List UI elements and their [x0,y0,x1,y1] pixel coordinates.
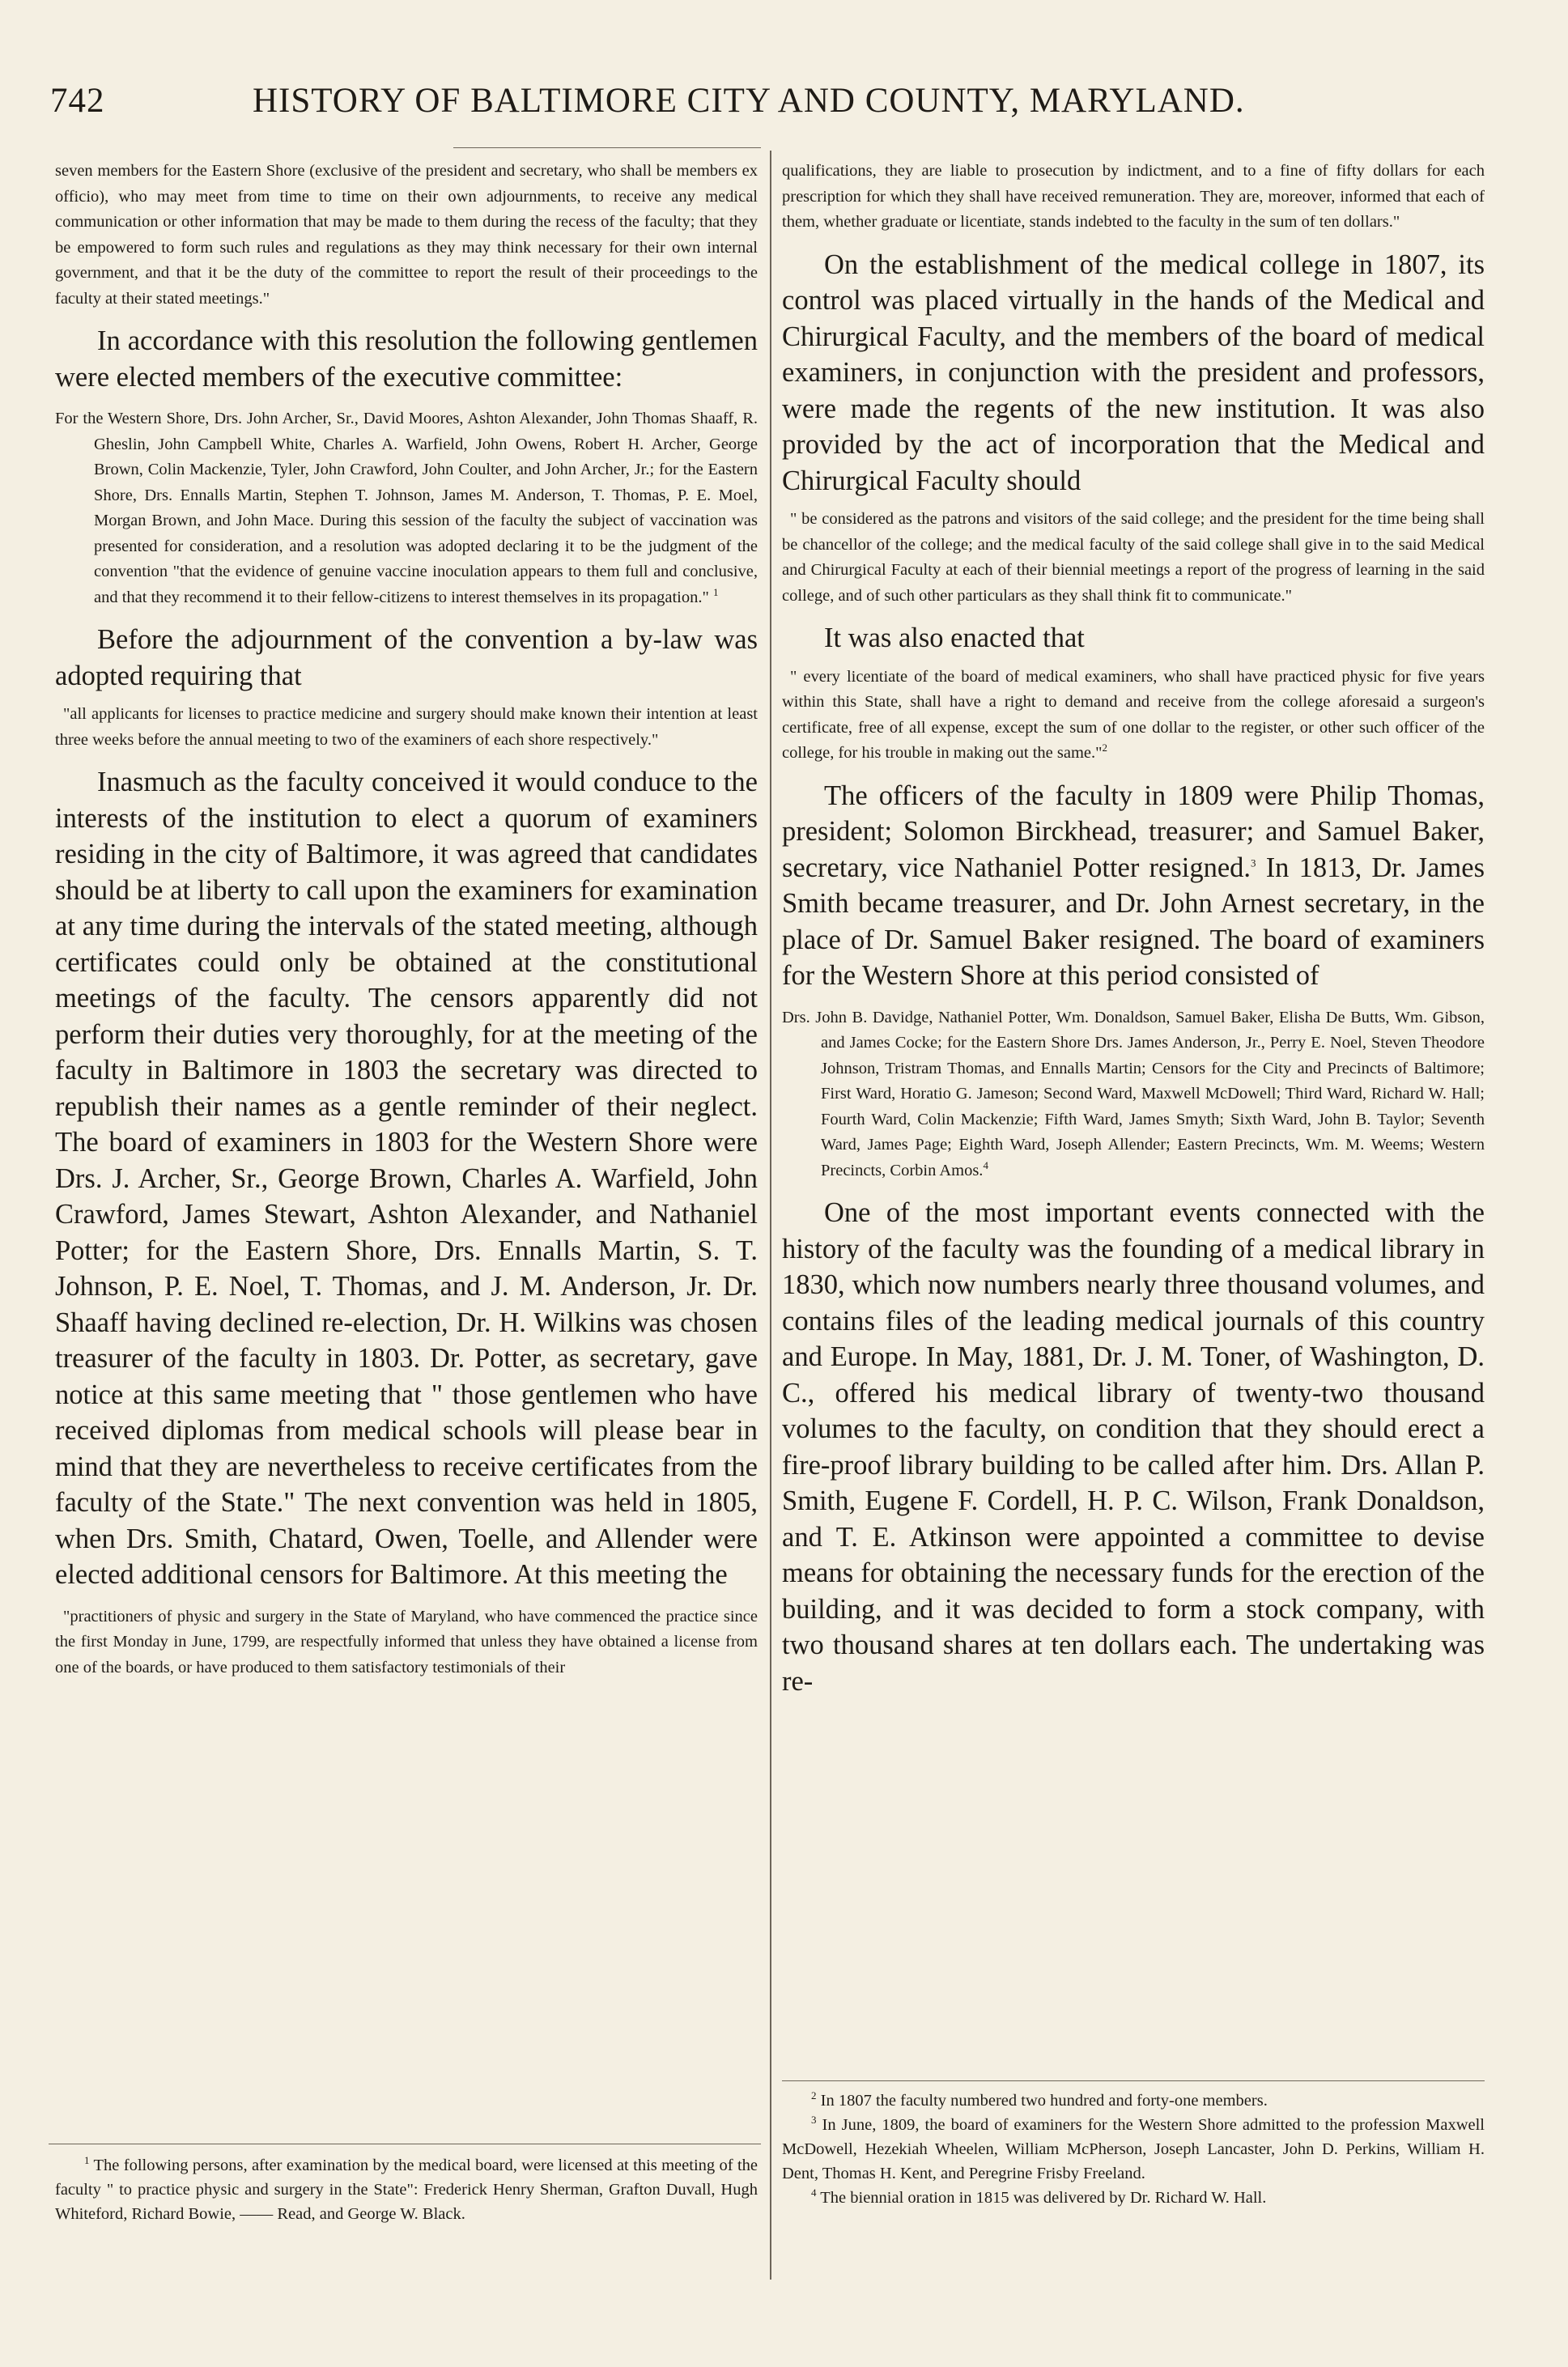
left-footnotes [55,2153,758,2226]
footnote-1 [55,2153,758,2226]
right-paragraph-officers [782,778,1485,994]
footnote-4 [782,2186,1485,2210]
footnote-4-mark: 4 [811,2186,817,2199]
left-practitioners-quote: "practitioners of physic and surgery in the State of Maryland, who have commenced the practice since the first Monday in June, 1799, are respectfully informed that unless they have obtained a license from one of the boards, or have produced to them satisfactory testimonials of their [55,1607,758,1676]
footnote-2-mark: 2 [811,2089,817,2102]
footnote-1-text: The following persons, after examination by the medical board, were licensed at this meeting of the faculty " to practice physic and surgery in the State": Frederick Henry Sherman, Grafton Duvall, Hugh Whiteford, Richard Bowie, —— Read, and George W. Black. [55,2157,758,2223]
right-paragraph-library: One of the most important events connected with the history of the faculty was the founding of a medical library in 1830, which now numbers nearly three thousand volumes, and contains files of the leading medical journals of this country and Europe. In May, 1881, Dr. J. M. Toner, of Washington, D. C., offered his medical library of twenty-two thousand volumes to the faculty, on condition that they should erect a fire-proof library building to be called after him. Drs. Allan P. Smith, Eugene F. Cordell, H. P. C. Wilson, Frank Donaldson, and T. E. Atkinson were appointed a committee to devise means for obtaining the necessary funds for the erection of the building, and it was decided to form a stock company, with two thousand shares at ten dollars each. The undertaking was re- [782,1197,1485,1697]
right-paragraph-college: On the establishment of the medical college in 1807, its control was placed virtually in the hands of the Medical and Chirurgical Faculty, and the members of the board of medical examiners, in conjunction with the president and professors, were made the regents of the new institution. It was also provided by the act of incorporation that the Medical and Chirurgical Faculty should [782,249,1485,496]
footnote-ref-4: 4 [983,1158,988,1171]
left-committee-list-text: For the Western Shore, Drs. John Archer, Sr., David Moores, Ashton Alexander, John Thomas Shaaff, R. Gheslin, John Campbell White, Charles A. Warfield, John Owens, Robert H. Archer, George Brown, Colin Mackenzie, Tyler, John Crawford, John Coulter, and John Archer, Jr.; for the Eastern Shore, Drs. Ennalls Martin, Stephen T. Johnson, James M. Anderson, T. Thomas, P. E. Moel, Morgan Brown, and John Mace. During this session of the faculty the subject of vaccination was presented for consideration, and a resolution was adopted declaring it to be the judgment of the convention "that the evidence of genuine vaccine inoculation appears to them full and conclusive, and that they recommend it to their fellow-citizens to interest themselves in its propagation." [55,410,758,606]
footnote-3-mark: 3 [811,2114,817,2127]
footnote-ref-3: 3 [1251,856,1256,869]
left-paragraph-bylaw: Before the adjournment of the convention a by-law was adopted requiring that [55,624,758,691]
right-officers-text-b: In 1813, Dr. James Smith became treasurer, and Dr. John Arnest secretary, in the place of Dr. Samuel Baker resigned. The board of examiners for the Western Shore at this period consisted of [782,852,1485,991]
right-paragraph-enacted: It was also enacted that [824,623,1085,653]
footnote-3-text: In June, 1809, the board of examiners for the Western Shore admitted to the profession Maxwell McDowell, Hezekiah Wheelen, William McPherson, Joseph Lancaster, John D. Perkins, William H. Dent, Thomas H. Kent, and Peregrine Frisby Freeland. [782,2116,1485,2182]
footnote-ref-2: 2 [1102,742,1107,754]
right-licentiate-quote-text: " every licentiate of the board of medical examiners, who shall have practiced physic for five years within this State, shall have a right to demand and receive from the college aforesaid a surgeon's certificate, free of all expense, except the sum of one dollar to the register, or other such officer of the college, for his trouble in making out the same." [782,667,1485,762]
header-rule [453,147,761,148]
footnote-4-text: The biennial oration in 1815 was delivered by Dr. Richard W. Hall. [820,2189,1267,2207]
left-column [55,159,758,2280]
right-footnote-rule [782,2080,1485,2081]
footnote-ref-1: 1 [712,585,719,598]
right-footnotes [782,2089,1485,2210]
right-college-quote: " be considered as the patrons and visitors of the said college; and the president for the time being shall be chancellor of the college; and the medical faculty of the said college shall give in to the said Medical and Chirurgical Faculty at each of their biennial meetings a report of the progress of learning in the said college, and of such other particulars as they shall think fit to communicate." [782,510,1485,605]
right-examiners-list-text: Drs. John B. Davidge, Nathaniel Potter, Wm. Donaldson, Samuel Baker, Elisha De Butts, Wm. Gibson, and James Cocke; for the Eastern Shore Drs. James Anderson, Jr., Perry E. Noel, Steven Theodore Johnson, Tristram Thomas, and Ennalls Martin; Censors for the City and Precincts of Baltimore; First Ward, Horatio G. Jameson; Second Ward, Maxwell McDowell; Third Ward, Richard W. Hall; Fourth Ward, Colin Mackenzie; Fifth Ward, James Smyth; Sixth Ward, John B. Taylor; Seventh Ward, James Page; Eighth Ward, Joseph Allender; Eastern Precincts, Wm. M. Weems; Western Precincts, Corbin Amos. [782,1008,1485,1179]
footnote-2 [782,2089,1485,2113]
footnote-1-mark: 1 [84,2154,90,2167]
running-title: HISTORY OF BALTIMORE CITY AND COUNTY, MARYLAND. [253,82,1245,120]
page-number: 742 [50,82,105,120]
left-bylaw-quote: "all applicants for licenses to practice medicine and surgery should make known their intention at least three weeks before the annual meeting to two of the examiners of each shore respectively." [55,705,758,749]
footnote-3 [782,2113,1485,2186]
left-paragraph-committee: In accordance with this resolution the following gentlemen were elected members of the executive committee: [55,325,758,393]
right-quote-continued: qualifications, they are liable to prosecution by indictment, and to a fine of fifty dollars for each prescription for which they shall have received remuneration. They are, moreover, informed that each of them, whether graduate or licentiate, stands indebted to the faculty in the sum of ten dollars." [782,162,1485,231]
column-divider [770,151,771,2280]
right-officers-text-a: The officers of the faculty in 1809 were Philip Thomas, president; Solomon Birckhead, treasurer; and Samuel Baker, secretary, vice Nathaniel Potter resigned. [782,780,1485,883]
footnote-2-text: In 1807 the faculty numbered two hundred and forty-one members. [820,2092,1268,2110]
right-examiners-list [782,1005,1485,1184]
left-committee-list [55,406,758,610]
right-column [782,159,1485,2280]
right-licentiate-quote [782,665,1485,767]
page-header [50,81,1297,130]
left-paragraph-examiners: Inasmuch as the faculty conceived it would conduce to the interests of the institution to elect a quorum of examiners residing in the city of Baltimore, it was agreed that candidates should be at liberty to call upon the examiners for examination at any time during the intervals of the stated meeting, although certificates could only be obtained at the constitutional meetings of the faculty. The censors apparently did not perform their duties very thoroughly, for at the meeting of the faculty in Baltimore in 1803 the secretary was directed to republish their names as a gentle reminder of their neglect. The board of examiners in 1803 for the Western Shore were Drs. J. Archer, Sr., George Brown, Charles A. Warfield, John Crawford, James Stewart, Ashton Alexander, and Nathaniel Potter; for the Eastern Shore, Drs. Ennalls Martin, S. T. Johnson, P. E. Noel, T. Thomas, and J. M. Anderson, Jr. Dr. Shaaff having declined re-election, Dr. H. Wilkins was chosen treasurer of the faculty in 1803. Dr. Potter, as secretary, gave notice at this same meeting that " those gentlemen who have received diplomas from medical schools will please bear in mind that they are nevertheless to receive certificates from the faculty of the State." The next convention was held in 1805, when Drs. Smith, Chatard, Owen, Toelle, and Allender were elected additional censors for Baltimore. At this meeting the [55,767,758,1590]
left-quote-continued: seven members for the Eastern Shore (exclusive of the president and secretary, who shall be members ex officio), who may meet from time to time on their own adjournments, to receive any medical communication or other information that may be made to them during the recess of the faculty; that they be empowered to form such rules and regulations as they may think necessary for their own internal government, and that it be the duty of the committee to report the result of their proceedings to the faculty at their stated meetings." [55,162,758,308]
